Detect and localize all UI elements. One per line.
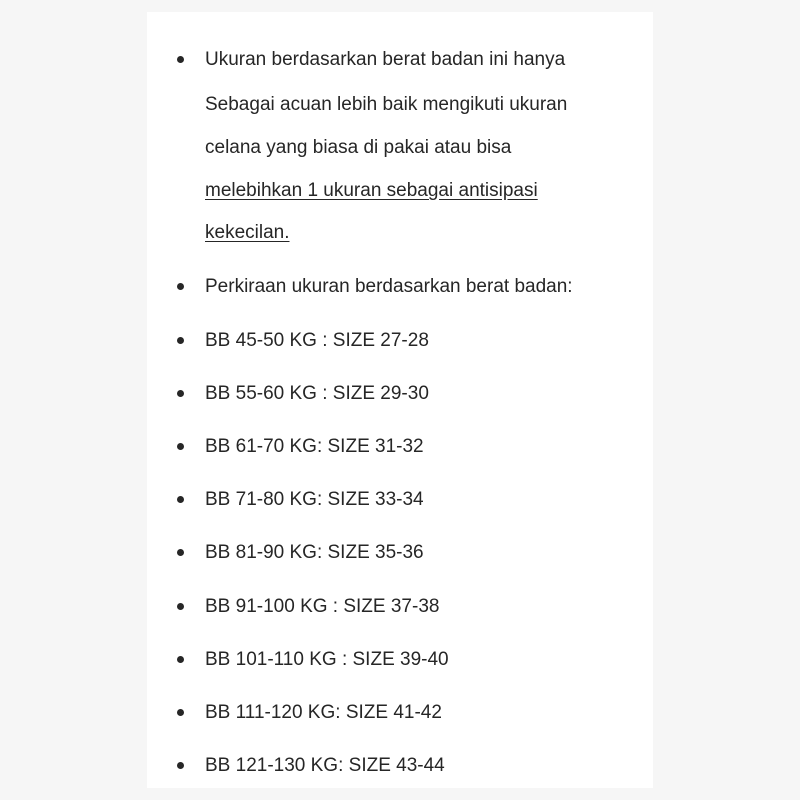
list-bullet — [177, 762, 184, 769]
size-item: BB 61-70 KG: SIZE 31-32 — [205, 436, 424, 457]
list-bullet — [177, 603, 184, 610]
note-line-1: Ukuran berdasarkan berat badan ini hanya — [205, 49, 566, 70]
list-bullet — [177, 549, 184, 556]
list-bullet — [177, 56, 184, 63]
note-line-3: celana yang biasa di pakai atau bisa — [205, 137, 512, 158]
list-bullet — [177, 656, 184, 663]
list-bullet — [177, 337, 184, 344]
note-line-4: melebihkan 1 ukuran sebagai antisipasi — [205, 180, 538, 201]
note-line-5: kekecilan. — [205, 222, 290, 243]
list-bullet — [177, 709, 184, 716]
list-bullet — [177, 390, 184, 397]
size-guide-card — [147, 12, 653, 788]
size-item: BB 91-100 KG : SIZE 37-38 — [205, 596, 440, 617]
list-bullet — [177, 283, 184, 290]
list-bullet — [177, 443, 184, 450]
size-item: BB 81-90 KG: SIZE 35-36 — [205, 542, 424, 563]
size-item: BB 55-60 KG : SIZE 29-30 — [205, 383, 429, 404]
note-line-2: Sebagai acuan lebih baik mengikuti ukuran — [205, 94, 568, 115]
list-bullet — [177, 496, 184, 503]
size-item: BB 101-110 KG : SIZE 39-40 — [205, 649, 449, 670]
estimate-heading: Perkiraan ukuran berdasarkan berat badan: — [205, 276, 573, 297]
size-item: BB 111-120 KG: SIZE 41-42 — [205, 702, 442, 723]
size-item: BB 71-80 KG: SIZE 33-34 — [205, 489, 424, 510]
size-item: BB 121-130 KG: SIZE 43-44 — [205, 755, 445, 776]
size-item: BB 45-50 KG : SIZE 27-28 — [205, 330, 429, 351]
